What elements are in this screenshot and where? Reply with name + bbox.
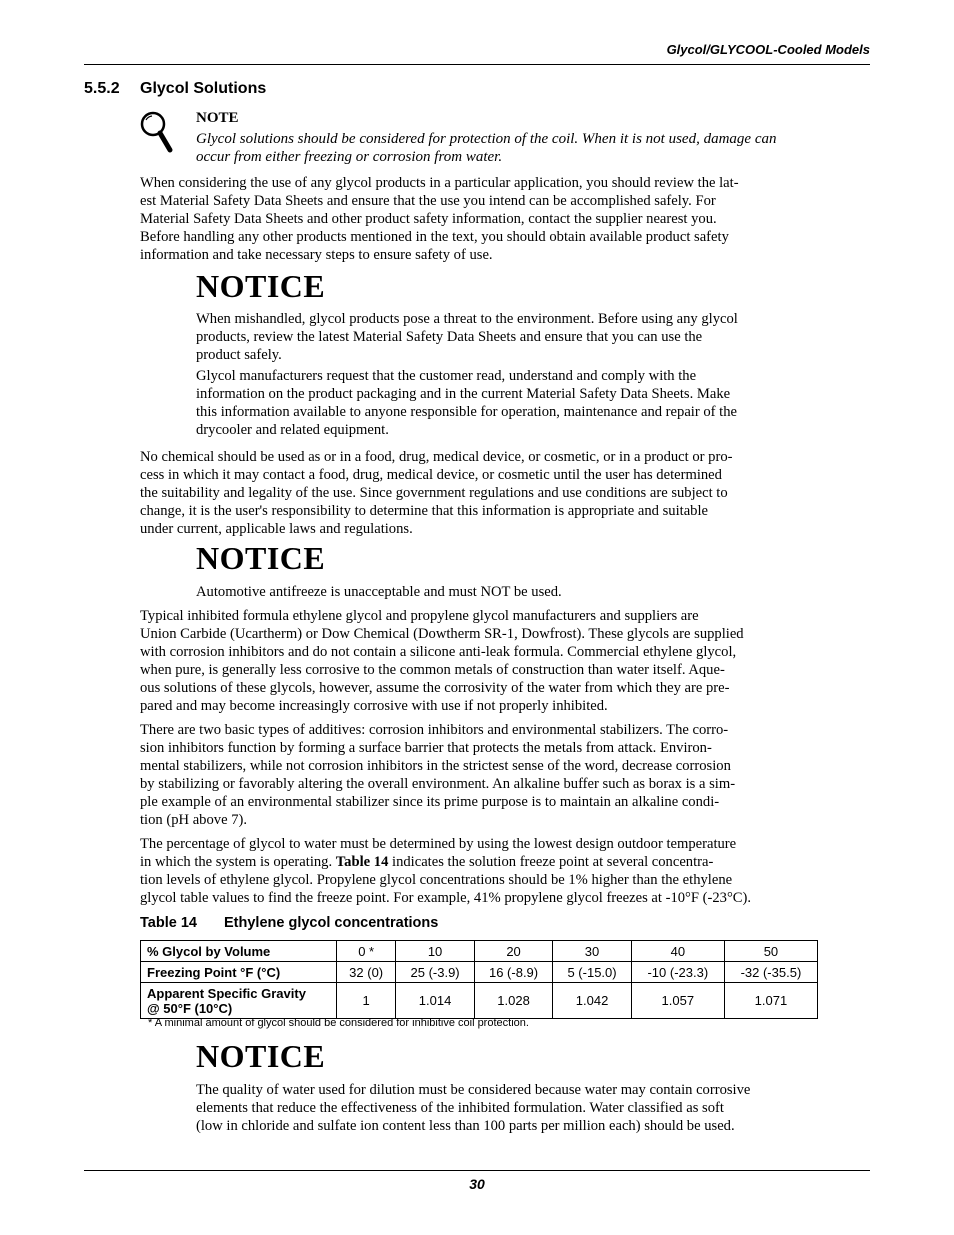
section-title: Glycol Solutions xyxy=(140,80,267,97)
table-caption xyxy=(140,915,438,931)
row-header: Apparent Specific Gravity @ 50°F (10°C) xyxy=(141,983,337,1019)
paragraph-percentage: The percentage of glycol to water must be determined by using the lowest design outdoor temperature in which the system is operating. Table 14 indicates the solution freeze point at several concentra- tion levels of ethylene glycol. Propylene glycol concentrations should be 1% higher than the ethylene glycol table values to find the freeze point. For example, 41% propylene glycol freezes at -10°F (-23°C). xyxy=(140,836,752,906)
section-heading xyxy=(84,80,266,98)
table-footnote: * A minimal amount of glycol should be considered for inhibitive coil protection. xyxy=(148,1017,529,1029)
table-cell: 32 (0) xyxy=(337,962,396,983)
table-reference-link: Table 14 xyxy=(335,854,389,870)
table-cell: 5 (-15.0) xyxy=(553,962,631,983)
table-cell: 30 xyxy=(553,941,631,962)
table-row xyxy=(141,941,818,962)
table-cell: 1 xyxy=(337,983,396,1019)
notice-heading-3: NOTICE xyxy=(196,1038,326,1074)
table-caption-title: Ethylene glycol concentrations xyxy=(224,915,439,931)
table-cell: 1.028 xyxy=(474,983,552,1019)
table-row xyxy=(141,962,818,983)
paragraph-chemical-use: No chemical should be used as or in a food, drug, medical device, or cosmetic, or in a product or pro- cess in which it may contact a food, drug, medical device, or cosmetic until the user has determined the suitability and legality of the use. Since government regulations and use conditions are subject to change, it is the user's responsibility to determine that this information is appropriate and suitable under current, applicable laws and regulations. xyxy=(140,449,733,537)
row-header: Freezing Point °F (°C) xyxy=(141,962,337,983)
table-cell: -10 (-23.3) xyxy=(631,962,724,983)
section-number: 5.5.2 xyxy=(84,80,120,97)
table-cell: 40 xyxy=(631,941,724,962)
table-cell: -32 (-35.5) xyxy=(724,962,817,983)
notice-heading-2: NOTICE xyxy=(196,540,326,576)
notice-heading-1: NOTICE xyxy=(196,268,326,304)
glycol-concentration-table xyxy=(140,940,818,1019)
notice-1-paragraph-1: When mishandled, glycol products pose a threat to the environment. Before using any glycol products, review the latest Material Safety Data Sheets and ensure that you can use the product safely. xyxy=(196,311,738,363)
table-cell: 50 xyxy=(724,941,817,962)
table-cell: 16 (-8.9) xyxy=(474,962,552,983)
table-caption-label: Table 14 xyxy=(140,915,197,931)
table-cell: 10 xyxy=(396,941,474,962)
row-header: % Glycol by Volume xyxy=(141,941,337,962)
table-cell: 0 * xyxy=(337,941,396,962)
paragraph-msds: When considering the use of any glycol products in a particular application, you should review the lat- est Material Safety Data Sheets and ensure that the use you intend can be accomplished safely. For Material Safety Data Sheets and other product safety information, contact the supplier nearest you. Before handling any other products mentioned in the text, you should obtain available product safety information and take necessary steps to ensure safety of use. xyxy=(140,175,739,263)
paragraph-manufacturers: Typical inhibited formula ethylene glycol and propylene glycol manufacturers and suppliers are Union Carbide (Ucartherm) or Dow Chemical (Dowtherm SR-1, Dowfrost). These glycols are supplied with corrosion inhibitors and do not contain a silicone anti-leak formula. Commercial ethylene glycol, when pure, is generally less corrosive to the common metals of construction than water itself. Aque- ous solutions of these glycols, however, assume the corrosivity of the water from which they are pre- pared and may become increasingly corrosive with use if not properly inhibited. xyxy=(140,608,744,714)
notice-3-paragraph: The quality of water used for dilution must be considered because water may contain corrosive elements that reduce the effectiveness of the inhibited formulation. Water classified as soft (low in chloride and sulfate ion content less than 100 parts per million each) should be used. xyxy=(196,1082,751,1134)
note-heading: NOTE xyxy=(196,110,239,126)
note-body: Glycol solutions should be considered for protection of the coil. When it is not used, damage can occur from either freezing or corrosion from water. xyxy=(196,131,777,165)
table-row xyxy=(141,983,818,1019)
magnifier-icon xyxy=(138,110,174,154)
table-cell: 1.014 xyxy=(396,983,474,1019)
table-cell: 1.071 xyxy=(724,983,817,1019)
running-header: Glycol/GLYCOOL-Cooled Models xyxy=(666,42,870,57)
page-number: 30 xyxy=(469,1176,485,1192)
header-rule xyxy=(84,64,870,65)
footer-rule xyxy=(84,1170,870,1171)
notice-2-text: Automotive antifreeze is unacceptable and must NOT be used. xyxy=(196,584,562,600)
notice-1-paragraph-2: Glycol manufacturers request that the customer read, understand and comply with the information on the product packaging and in the current Material Safety Data Sheets. Make this information available to anyone responsible for operation, maintenance and repair of the drycooler and related equipment. xyxy=(196,368,737,438)
table-cell: 1.042 xyxy=(553,983,631,1019)
table-cell: 25 (-3.9) xyxy=(396,962,474,983)
paragraph-additives: There are two basic types of additives: corrosion inhibitors and environmental stabilizers. The corro- sion inhibitors function by forming a surface barrier that protects the metals from attack. Environ- mental stabilizers, while not corrosion inhibitors in the strictest sense of the word, decrease corrosion by stabilizing or favorably altering the overall environment. An alkaline buffer such as borax is a sim- ple example of an environmental stabilizer since its prime purpose is to maintain an alkaline condi- tion (pH above 7). xyxy=(140,722,736,828)
table-cell: 20 xyxy=(474,941,552,962)
table-cell: 1.057 xyxy=(631,983,724,1019)
